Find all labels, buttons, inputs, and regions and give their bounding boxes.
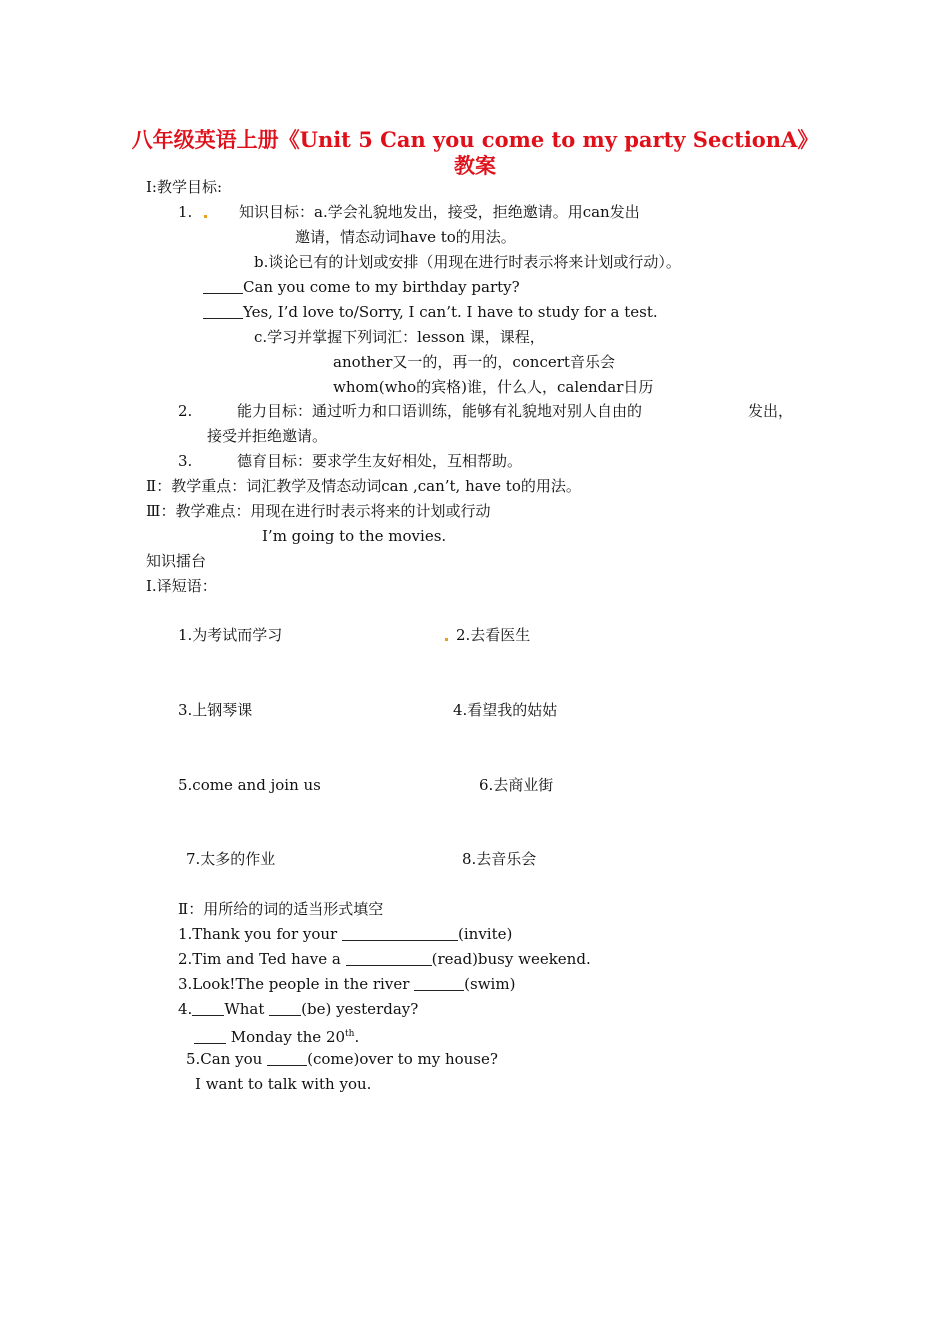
fill-question-2: 2.Tim and Ted have a (read)busy weekend. — [178, 950, 591, 968]
ability-objective-tail: 发出， — [748, 402, 794, 420]
knowledge-objective-c: c.学习并掌握下列词汇：lesson 课，课程， — [254, 328, 545, 346]
translate-item-4: 4.看望我的姑姑 — [453, 701, 558, 719]
fill-question-1: 1.Thank you for your (invite) — [178, 925, 513, 943]
key-point: Ⅱ：教学重点：词汇教学及情态动词can ,can’t, have to的用法。 — [146, 477, 581, 495]
doc-title-line2: 教案 — [454, 153, 496, 178]
answer-blank — [203, 279, 243, 294]
answer-blank — [203, 304, 243, 319]
fill-question-5b: I want to talk with you. — [195, 1075, 372, 1093]
knowledge-objective-b: b.谈论已有的计划或安排（用现在进行时表示将来计划或行动）。 — [254, 253, 681, 271]
mark-dot — [204, 215, 207, 218]
translate-item-3: 3.上钢琴课 — [178, 701, 253, 719]
answer-blank — [414, 976, 464, 991]
ability-number: 2. — [178, 402, 193, 420]
vocab-line-2: whom(who的宾格)谁，什么人，calendar日历 — [333, 378, 654, 396]
fill-header: Ⅱ：用所给的词的适当形式填空 — [178, 900, 384, 918]
translate-item-7: 7.太多的作业 — [186, 850, 276, 868]
answer-blank — [192, 1001, 224, 1016]
fill-question-3: 3.Look!The people in the river (swim) — [178, 975, 516, 993]
mark-dot — [445, 638, 448, 641]
translate-item-1: 1.为考试而学习 — [178, 626, 283, 644]
translate-item-6: 6.去商业街 — [479, 776, 554, 794]
fill-question-5: 5.Can you (come)over to my house? — [186, 1050, 498, 1068]
translate-item-8: 8.去音乐会 — [462, 850, 537, 868]
answer-blank — [342, 926, 458, 941]
moral-objective: 德育目标：要求学生友好相处，互相帮助。 — [237, 452, 523, 470]
translate-item-2: 2.去看医生 — [456, 626, 531, 644]
section-title: 知识擂台 — [146, 552, 207, 570]
knowledge-number: 1. — [178, 203, 193, 221]
knowledge-objective-cont: 邀请，情态动词have to的用法。 — [295, 228, 516, 246]
translate-item-5: 5.come and join us — [178, 776, 321, 794]
difficulty: Ⅲ：教学难点：用现在进行时表示将来的计划或行动 — [146, 502, 491, 520]
fill-question-4: 4. What (be) yesterday? — [178, 1000, 419, 1018]
example-sentence-1: Can you come to my birthday party? — [203, 277, 520, 297]
ability-objective-cont: 接受并拒绝邀请。 — [207, 427, 328, 445]
ability-objective: 能力目标：通过听力和口语训练，能够有礼貌地对别人自由的 — [237, 402, 643, 420]
example-sentence-2: Yes, I’d love to/Sorry, I can’t. I have to study for a test. — [203, 302, 658, 322]
answer-blank — [346, 951, 432, 966]
answer-blank — [267, 1051, 307, 1066]
fill-question-4b: Monday the 20th. — [194, 1024, 359, 1047]
vocab-line-1: another又一的，再一的，concert音乐会 — [333, 353, 615, 371]
doc-title-line1: 八年级英语上册《Unit 5 Can you come to my party SectionA》 — [131, 127, 819, 152]
answer-blank — [269, 1001, 301, 1016]
objectives-header: Ⅰ:教学目标: — [146, 178, 223, 196]
translate-header: Ⅰ.译短语： — [146, 577, 217, 595]
moral-number: 3. — [178, 452, 193, 470]
difficulty-example: I’m going to the movies. — [262, 527, 447, 545]
answer-blank — [194, 1029, 226, 1044]
knowledge-objective: 知识目标：a.学会礼貌地发出，接受，拒绝邀请。用can发出 — [239, 203, 640, 221]
